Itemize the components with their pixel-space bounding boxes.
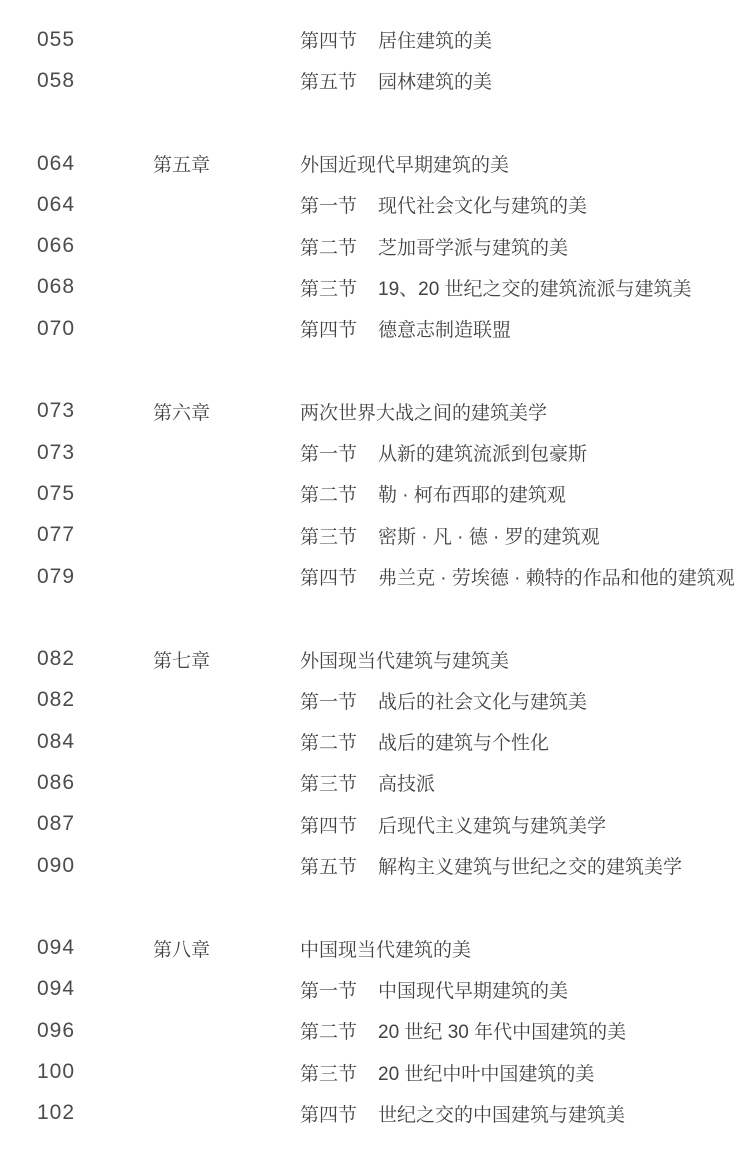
chapter-label: 第五章 (153, 155, 211, 177)
entry-title: 后现代主义建筑与建筑美学 (378, 815, 607, 837)
entry-text (300, 67, 492, 94)
entry-title: 中国现当代建筑的美 (300, 939, 472, 961)
toc-row (0, 60, 750, 101)
entry-text (300, 522, 600, 549)
entry-title: 战后的社会文化与建筑美 (378, 691, 588, 713)
toc-row (0, 1051, 750, 1092)
toc-row (0, 845, 750, 886)
page-number: 100 (37, 1060, 76, 1084)
entry-title: 从新的建筑流派到包豪斯 (378, 444, 588, 466)
section-label: 第五节 (300, 857, 358, 879)
section-label: 第一节 (300, 980, 358, 1002)
entry-title: 德意志制造联盟 (378, 320, 512, 342)
toc-row (0, 928, 750, 969)
section-label: 第一节 (300, 444, 358, 466)
toc-row (0, 556, 750, 597)
page-number: 082 (37, 647, 76, 671)
toc-row (0, 473, 750, 514)
toc-group-gap (0, 597, 750, 638)
entry-text (300, 1059, 594, 1086)
entry-text (300, 315, 511, 342)
section-label: 第二节 (300, 1022, 358, 1044)
entry-text (300, 439, 587, 466)
page-number: 087 (37, 812, 76, 836)
page-number: 086 (37, 770, 76, 794)
toc-rows (0, 19, 750, 1134)
section-label: 第三节 (300, 1063, 358, 1085)
page-number: 073 (37, 440, 76, 464)
entry-title: 现代社会文化与建筑的美 (378, 196, 588, 218)
page-number: 077 (37, 523, 76, 547)
entry-title: 两次世界大战之间的建筑美学 (300, 402, 548, 424)
page-number: 073 (37, 399, 76, 423)
toc-row (0, 308, 750, 349)
chapter-label: 第八章 (153, 939, 211, 961)
toc-row (0, 804, 750, 845)
entry-text (300, 563, 735, 590)
page-number: 064 (37, 192, 76, 216)
section-label: 第三节 (300, 526, 358, 548)
entry-text (300, 274, 692, 301)
entry-title: 高技派 (378, 774, 436, 796)
entry-text (300, 811, 606, 838)
page-number: 082 (37, 688, 76, 712)
toc-row (0, 267, 750, 308)
section-label: 第二节 (300, 485, 358, 507)
toc-row (0, 721, 750, 762)
entry-text (300, 480, 566, 507)
entry-title: 解构主义建筑与世纪之交的建筑美学 (378, 857, 683, 879)
entry-title: 弗兰克 · 劳埃德 · 赖特的作品和他的建筑观 (378, 568, 735, 589)
entry-text (300, 728, 549, 755)
entry-title: 密斯 · 凡 · 德 · 罗的建筑观 (378, 526, 600, 548)
entry-title: 19、20 世纪之交的建筑流派与建筑美 (378, 278, 692, 300)
toc-row (0, 1093, 750, 1134)
toc-row (0, 225, 750, 266)
toc-group-gap (0, 886, 750, 927)
toc-row (0, 638, 750, 679)
section-label: 第二节 (300, 237, 358, 259)
page-number: 084 (37, 729, 76, 753)
section-label: 第四节 (300, 1104, 358, 1126)
section-label: 第四节 (300, 568, 358, 589)
section-label: 第四节 (300, 31, 358, 53)
entry-text (300, 26, 492, 53)
toc-group-gap (0, 349, 750, 390)
entry-text (300, 191, 587, 218)
section-label: 第二节 (300, 733, 358, 755)
entry-title: 园林建筑的美 (378, 72, 493, 94)
toc-row (0, 143, 750, 184)
section-label: 第一节 (300, 196, 358, 218)
toc-row (0, 391, 750, 432)
page-number: 090 (37, 853, 76, 877)
page-number: 068 (37, 275, 76, 299)
entry-text (300, 976, 568, 1003)
chapter-label: 第六章 (153, 402, 211, 424)
entry-text (300, 398, 547, 425)
entry-title: 世纪之交的中国建筑与建筑美 (378, 1104, 626, 1126)
entry-title: 中国现代早期建筑的美 (378, 980, 569, 1002)
toc-group-gap (0, 102, 750, 143)
toc-row (0, 432, 750, 473)
page-number: 066 (37, 234, 76, 258)
section-label: 第五节 (300, 72, 358, 94)
entry-text (300, 1017, 626, 1044)
entry-text (300, 687, 587, 714)
entry-title: 外国现当代建筑与建筑美 (300, 650, 510, 672)
page-number: 102 (37, 1101, 76, 1125)
page-number: 058 (37, 68, 76, 92)
page-number: 064 (37, 151, 76, 175)
toc-row (0, 680, 750, 721)
entry-text (300, 646, 509, 673)
section-label: 第四节 (300, 320, 358, 342)
entry-text (300, 935, 471, 962)
toc-row (0, 1010, 750, 1051)
toc-row (0, 19, 750, 60)
page-number: 094 (37, 977, 76, 1001)
entry-text (300, 150, 509, 177)
entry-title: 战后的建筑与个性化 (378, 733, 550, 755)
toc-row (0, 515, 750, 556)
entry-title: 20 世纪 30 年代中国建筑的美 (378, 1022, 627, 1044)
section-label: 第三节 (300, 774, 358, 796)
page-number: 055 (37, 27, 76, 51)
section-label: 第三节 (300, 278, 358, 300)
page-number: 070 (37, 316, 76, 340)
entry-title: 外国近现代早期建筑的美 (300, 155, 510, 177)
entry-text (300, 233, 568, 260)
page-number: 094 (37, 936, 76, 960)
toc-row (0, 969, 750, 1010)
entry-title: 勒 · 柯布西耶的建筑观 (378, 485, 566, 507)
entry-title: 芝加哥学派与建筑的美 (378, 237, 569, 259)
page-number: 075 (37, 481, 76, 505)
section-label: 第一节 (300, 691, 358, 713)
toc-row (0, 762, 750, 803)
toc-row (0, 184, 750, 225)
page-number: 096 (37, 1018, 76, 1042)
entry-text (300, 852, 682, 879)
page-number: 079 (37, 564, 76, 588)
entry-title: 20 世纪中叶中国建筑的美 (378, 1063, 595, 1085)
section-label: 第四节 (300, 815, 358, 837)
chapter-label: 第七章 (153, 650, 211, 672)
entry-text (300, 769, 435, 796)
entry-text (300, 1100, 625, 1127)
entry-title: 居住建筑的美 (378, 31, 493, 53)
